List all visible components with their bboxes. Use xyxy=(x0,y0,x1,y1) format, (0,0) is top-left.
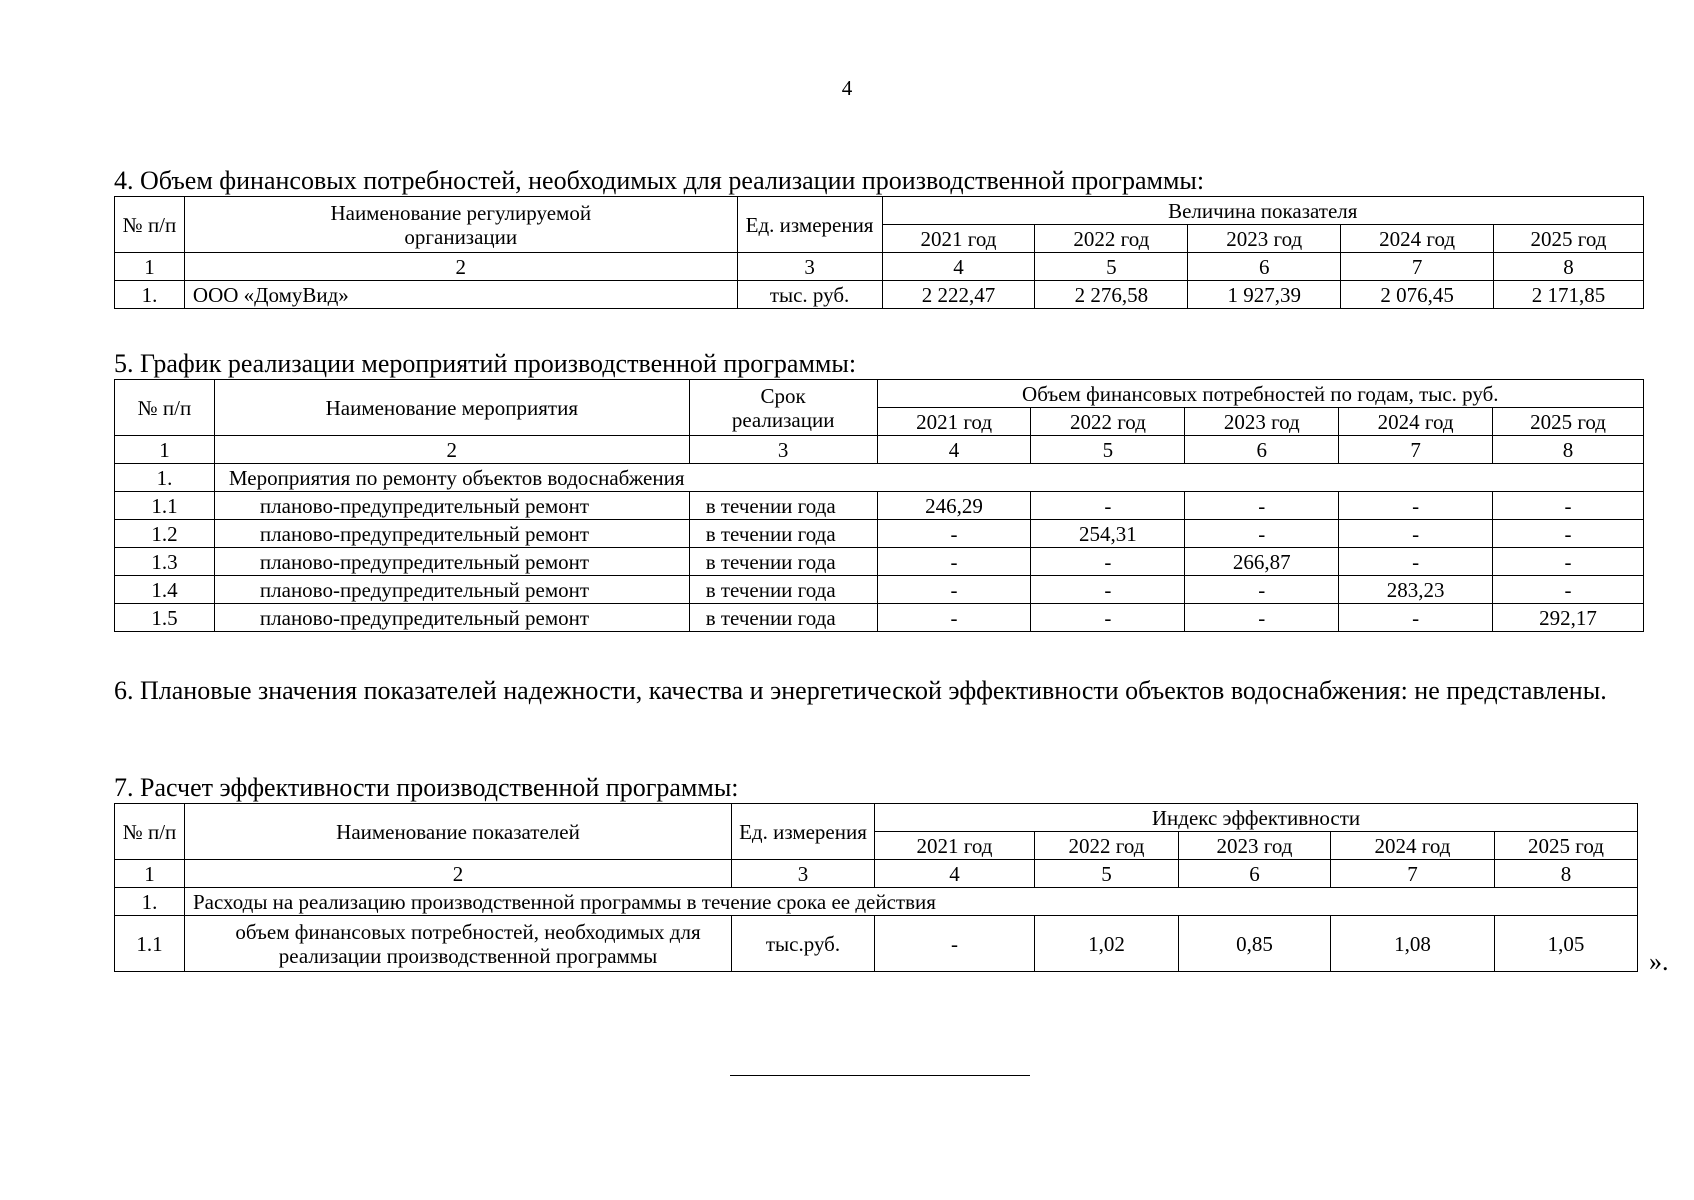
value-cell: 2 171,85 xyxy=(1494,281,1644,309)
row-num: 1.1 xyxy=(115,916,185,972)
row-term: в течении года xyxy=(689,492,877,520)
col-number: 5 xyxy=(1035,253,1188,281)
section-6-text: 6. Плановые значения показателей надежности, качества и энергетической эффективности объектов водоснабжения: не представлены. xyxy=(114,676,1607,705)
col-number: 8 xyxy=(1495,860,1638,888)
header-org-name: Наименование регулируемой организации xyxy=(184,197,737,253)
col-number: 1 xyxy=(115,860,185,888)
col-number: 2 xyxy=(184,253,737,281)
value-cell: - xyxy=(1031,604,1185,632)
header-term: Срок реализации xyxy=(689,380,877,436)
group-row xyxy=(115,464,1644,492)
col-number: 5 xyxy=(1031,436,1185,464)
section-4-title: 4. Объем финансовых потребностей, необходимых для реализации производственной программы: xyxy=(114,166,1205,195)
header-year: 2023 год xyxy=(1188,225,1341,253)
row-num: 1.3 xyxy=(115,548,215,576)
col-number: 4 xyxy=(882,253,1035,281)
value-cell: 1,08 xyxy=(1331,916,1495,972)
table-row xyxy=(115,520,1644,548)
header-activity-name: Наименование мероприятия xyxy=(214,380,689,436)
header-year: 2022 год xyxy=(1031,408,1185,436)
value-cell: 2 222,47 xyxy=(882,281,1035,309)
value-cell: 2 076,45 xyxy=(1341,281,1494,309)
row-term: в течении года xyxy=(689,548,877,576)
row-num: 1.5 xyxy=(115,604,215,632)
col-number: 1 xyxy=(115,253,185,281)
col-number: 5 xyxy=(1035,860,1179,888)
col-number: 7 xyxy=(1341,253,1494,281)
row-num: 1.1 xyxy=(115,492,215,520)
header-year: 2022 год xyxy=(1035,225,1188,253)
value-cell: - xyxy=(1185,576,1339,604)
value-cell: 1,05 xyxy=(1495,916,1638,972)
value-cell: 283,23 xyxy=(1339,576,1493,604)
activity-name: планово-предупредительный ремонт xyxy=(214,548,689,576)
row-term: в течении года xyxy=(689,576,877,604)
activity-name: планово-предупредительный ремонт xyxy=(214,492,689,520)
table-row xyxy=(115,604,1644,632)
header-indicator-name: Наименование показателей xyxy=(185,804,732,860)
financial-needs-table xyxy=(114,196,1644,309)
table-row xyxy=(115,576,1644,604)
section-7-title: 7. Расчет эффективности производственной программы: xyxy=(114,773,739,802)
row-num: 1.2 xyxy=(115,520,215,548)
table-row xyxy=(115,492,1644,520)
row-num: 1.4 xyxy=(115,576,215,604)
header-group: Объем финансовых потребностей по годам, тыс. руб. xyxy=(877,380,1643,408)
value-cell: - xyxy=(1339,548,1493,576)
closing-quote: ». xyxy=(1649,947,1669,976)
row-term: в течении года xyxy=(689,604,877,632)
section-7 xyxy=(114,775,1644,972)
header-num: № п/п xyxy=(115,197,185,253)
value-cell: 0,85 xyxy=(1179,916,1331,972)
page-number: 4 xyxy=(841,76,853,100)
value-cell: - xyxy=(1185,492,1339,520)
activity-name: планово-предупредительный ремонт xyxy=(214,576,689,604)
value-cell: 246,29 xyxy=(877,492,1031,520)
value-cell: - xyxy=(1493,548,1644,576)
col-number: 2 xyxy=(214,436,689,464)
value-cell: - xyxy=(877,604,1031,632)
value-cell: - xyxy=(875,916,1035,972)
value-cell: 1 927,39 xyxy=(1188,281,1341,309)
end-divider-line xyxy=(730,1075,1030,1076)
value-cell: 254,31 xyxy=(1031,520,1185,548)
value-cell: - xyxy=(1185,604,1339,632)
col-number: 7 xyxy=(1331,860,1495,888)
value-cell: - xyxy=(1493,492,1644,520)
table-row xyxy=(115,548,1644,576)
value-cell: - xyxy=(1493,576,1644,604)
header-group: Индекс эффективности xyxy=(875,804,1638,832)
row-num: 1. xyxy=(115,888,185,916)
row-num: 1. xyxy=(115,281,185,309)
indicator-name: объем финансовых потребностей, необходимых для реализации производственной программы xyxy=(185,916,732,972)
col-number: 3 xyxy=(689,436,877,464)
col-number: 3 xyxy=(737,253,882,281)
col-number: 1 xyxy=(115,436,215,464)
value-cell: 292,17 xyxy=(1493,604,1644,632)
col-number: 6 xyxy=(1188,253,1341,281)
efficiency-table xyxy=(114,803,1638,972)
header-year: 2025 год xyxy=(1495,832,1638,860)
col-number: 6 xyxy=(1185,436,1339,464)
value-cell: - xyxy=(1031,492,1185,520)
row-num: 1. xyxy=(115,464,215,492)
header-num: № п/п xyxy=(115,380,215,436)
header-year: 2021 год xyxy=(875,832,1035,860)
col-number: 4 xyxy=(875,860,1035,888)
header-num: № п/п xyxy=(115,804,185,860)
value-cell: 266,87 xyxy=(1185,548,1339,576)
value-cell: 1,02 xyxy=(1035,916,1179,972)
value-cell: - xyxy=(1031,548,1185,576)
header-year: 2023 год xyxy=(1185,408,1339,436)
value-cell: - xyxy=(1185,520,1339,548)
header-year: 2021 год xyxy=(882,225,1035,253)
header-year: 2021 год xyxy=(877,408,1031,436)
header-group: Величина показателя xyxy=(882,197,1643,225)
value-cell: 2 276,58 xyxy=(1035,281,1188,309)
group-row xyxy=(115,888,1638,916)
activity-name: планово-предупредительный ремонт xyxy=(214,520,689,548)
table-row xyxy=(115,281,1644,309)
col-number: 2 xyxy=(185,860,732,888)
value-cell: - xyxy=(877,548,1031,576)
header-year: 2024 год xyxy=(1341,225,1494,253)
col-number: 4 xyxy=(877,436,1031,464)
col-number: 7 xyxy=(1339,436,1493,464)
header-unit: Ед. измерения xyxy=(732,804,875,860)
section-4 xyxy=(114,168,1644,309)
row-unit: тыс. руб. xyxy=(737,281,882,309)
col-number: 6 xyxy=(1179,860,1331,888)
header-year: 2023 год xyxy=(1179,832,1331,860)
row-unit: тыс.руб. xyxy=(732,916,875,972)
value-cell: - xyxy=(877,576,1031,604)
value-cell: - xyxy=(1339,492,1493,520)
header-year: 2024 год xyxy=(1339,408,1493,436)
header-unit: Ед. измерения xyxy=(737,197,882,253)
org-name: ООО «ДомуВид» xyxy=(184,281,737,309)
schedule-table xyxy=(114,379,1644,632)
col-number: 3 xyxy=(732,860,875,888)
value-cell: - xyxy=(1031,576,1185,604)
row-term: в течении года xyxy=(689,520,877,548)
header-year: 2025 год xyxy=(1494,225,1644,253)
table-row xyxy=(115,916,1638,972)
col-number: 8 xyxy=(1494,253,1644,281)
col-number: 8 xyxy=(1493,436,1644,464)
group-name: Мероприятия по ремонту объектов водоснабжения xyxy=(214,464,1643,492)
section-5 xyxy=(114,351,1644,632)
group-name: Расходы на реализацию производственной программы в течение срока ее действия xyxy=(185,888,1638,916)
header-year: 2025 год xyxy=(1493,408,1644,436)
section-5-title: 5. График реализации мероприятий производственной программы: xyxy=(114,349,857,378)
header-year: 2024 год xyxy=(1331,832,1495,860)
value-cell: - xyxy=(1493,520,1644,548)
value-cell: - xyxy=(1339,520,1493,548)
header-year: 2022 год xyxy=(1035,832,1179,860)
value-cell: - xyxy=(877,520,1031,548)
activity-name: планово-предупредительный ремонт xyxy=(214,604,689,632)
value-cell: - xyxy=(1339,604,1493,632)
